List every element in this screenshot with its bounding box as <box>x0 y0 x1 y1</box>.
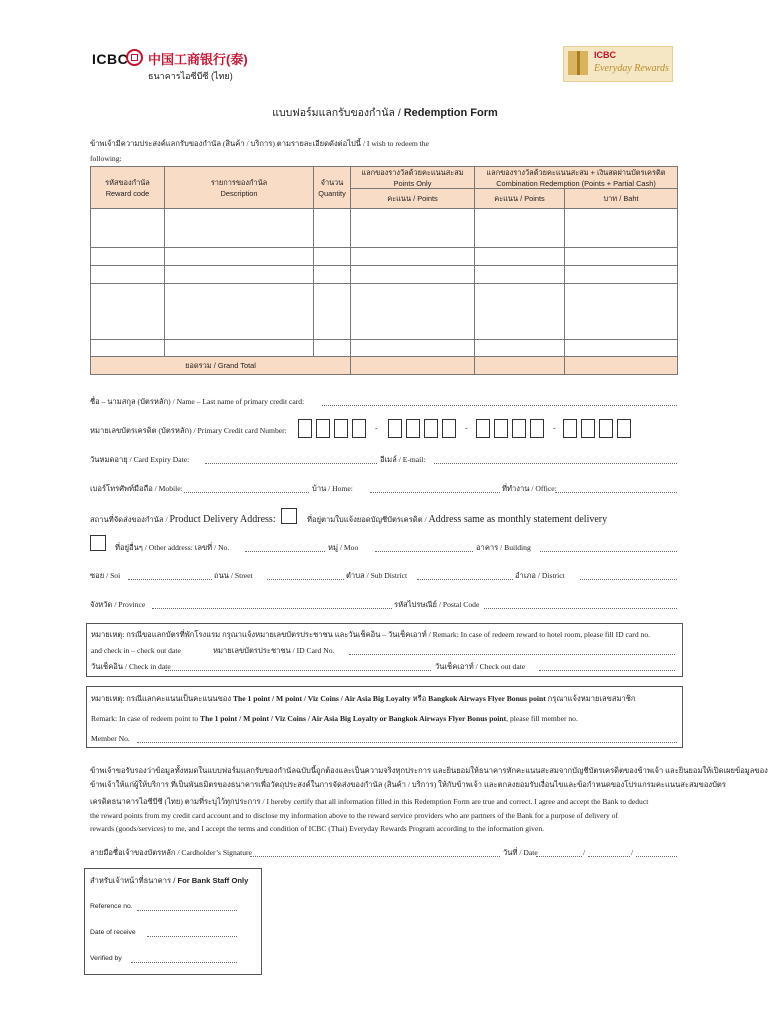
cell-reward-code[interactable] <box>91 248 165 266</box>
header-points-only-en: Points Only <box>393 179 432 188</box>
header-description-en: Description <box>220 189 258 198</box>
home-label: บ้าน / Home: <box>312 484 353 493</box>
bank-staff-box <box>84 868 262 975</box>
email-label: อีเมล์ / E-mail: <box>380 455 426 464</box>
card-digit-box[interactable] <box>406 419 420 438</box>
card-digit-box[interactable] <box>298 419 312 438</box>
name-label: ชื่อ – นามสกุล (บัตรหลัก) / Name – Last name of primary credit card: <box>90 397 305 406</box>
cell-reward-code[interactable] <box>91 284 165 340</box>
points-remark-line-1 <box>91 694 636 703</box>
member-no-label: Member No. <box>91 734 130 743</box>
card-digit-box[interactable] <box>316 419 330 438</box>
email-field[interactable] <box>434 463 677 464</box>
staff-title-en: For Bank Staff Only <box>177 876 249 885</box>
cell-combo-points[interactable] <box>475 209 565 248</box>
card-digit-box[interactable] <box>563 419 577 438</box>
reference-field[interactable] <box>137 910 237 911</box>
name-field[interactable] <box>322 405 677 406</box>
grand-total-points[interactable] <box>351 357 475 375</box>
district-field[interactable] <box>580 579 677 580</box>
header-description-th: รายการของกำนัล <box>210 178 268 187</box>
points-remark-or: หรือ <box>412 694 427 703</box>
check-in-field[interactable] <box>165 670 431 671</box>
sub-district-field[interactable] <box>417 579 513 580</box>
header-quantity <box>314 167 351 209</box>
check-out-field[interactable] <box>539 670 675 671</box>
date-label: วันที่ / Date <box>503 848 538 857</box>
cell-combo-baht[interactable] <box>565 266 678 284</box>
certify-line-4: the reward points from my credit card account and to disclose my information above to the reward service providers who are partners of the Bank for a purpose of delivery of <box>90 811 619 820</box>
delivery-label-th: สถานที่จัดส่งของกำนัล / <box>90 515 168 524</box>
table-row <box>91 284 678 340</box>
same-address-checkbox[interactable] <box>281 508 297 524</box>
verified-field[interactable] <box>131 962 237 963</box>
house-no-field[interactable] <box>245 551 325 552</box>
card-digit-box[interactable] <box>476 419 490 438</box>
header-reward-code-en: Reward code <box>105 189 150 198</box>
signature-label: ลายมือชื่อเจ้าของบัตรหลัก / Cardholder’s Signature <box>90 848 252 857</box>
cell-quantity[interactable] <box>314 284 351 340</box>
certify-line-5: rewards (goods/services) to me, and I accept the terms and condition of ICBC (Thai) Everyday Rewards Program according to the information given. <box>90 824 545 833</box>
check-out-label-th: วันเช็คเอาท์ / <box>435 662 478 671</box>
hotel-remark-en: Remark: In case of redeem reward to hotel room, please fill ID card no. <box>432 630 651 639</box>
header-combo-points: คะแนน / Points <box>475 189 565 209</box>
cell-points[interactable] <box>351 209 475 248</box>
card-number-boxes <box>298 419 578 439</box>
date-receive-label: Date of receive <box>90 929 136 936</box>
cell-quantity[interactable] <box>314 248 351 266</box>
date-slash: / <box>583 848 586 857</box>
postal-label: รหัสไปรษณีย์ / Postal Code <box>394 600 480 609</box>
check-in-label: วันเช็คอิน / Check in date <box>91 662 171 671</box>
card-digit-box[interactable] <box>512 419 526 438</box>
header-combination-en: Combination Redemption (Points + Partial Cash) <box>496 179 656 188</box>
same-address-label-en: Address same as monthly statement delivery <box>428 514 608 525</box>
page-title <box>0 104 770 121</box>
card-number-label: หมายเลขบัตรเครดิต (บัตรหลัก) / Primary Credit card Number: <box>90 426 287 435</box>
card-digit-box[interactable] <box>599 419 613 438</box>
soi-field[interactable] <box>128 579 212 580</box>
staff-title-th: สำหรับเจ้าหน้าที่ธนาคาร / <box>90 876 176 885</box>
certify-line-1: ข้าพเจ้าขอรับรองว่าข้อมูลทั้งหมดในแบบฟอร์มแลกรับของกำนัลฉบับนี้ถูกต้องและเป็นความจริงทุกประการ และยินยอมให้ธนาคารหักคะแนนสะสมจากบัญชีบัตรเครดิตของข้าพเจ้า และยินยอมให้เปิดเผยข้อมูลของ <box>90 766 768 775</box>
card-digit-box[interactable] <box>617 419 631 438</box>
points-remark-box <box>86 686 683 748</box>
gift-icon <box>568 51 588 75</box>
cell-combo-points[interactable] <box>475 248 565 266</box>
id-card-label: หมายเลขบัตรประชาชน / ID Card No. <box>213 646 335 655</box>
header-reward-code <box>91 167 165 209</box>
hotel-checkin-text: and check in – check out date <box>91 646 181 655</box>
card-number-boxes-last <box>563 419 639 439</box>
cell-points[interactable] <box>351 340 475 357</box>
hotel-remark-th: หมายเหตุ: กรณีขอแลกบัตรที่พักโรงแรม กรุณาแจ้งหมายเลขบัตรประชาชน และวันเช็คอิน – วันเช็คเอาท์ / <box>91 630 431 639</box>
cell-reward-code[interactable] <box>91 340 165 357</box>
home-field[interactable] <box>370 492 500 493</box>
date-receive-field[interactable] <box>147 936 237 937</box>
header-quantity-en: Quantity <box>318 189 346 198</box>
points-remark-en-programs: The 1 point / M point / Viz Coins / Air Asia Big Loyalty or Bangkok Airways Flyer Bonus point <box>200 714 507 723</box>
intro-line-1: ข้าพเจ้ามีความประสงค์แลกรับของกำนัล (สินค้า / บริการ) ตามรายละเอียดดังต่อไปนี้ / I wish to redeem the <box>90 139 429 148</box>
card-digit-box[interactable] <box>442 419 456 438</box>
cell-description[interactable] <box>165 248 314 266</box>
date-slash: / <box>631 848 634 857</box>
building-label: อาคาร / Building <box>476 543 531 552</box>
staff-title <box>90 876 248 885</box>
points-remark-en: Remark: In case of redeem point to <box>91 714 199 723</box>
member-no-field[interactable] <box>137 742 677 743</box>
card-digit-box[interactable] <box>388 419 402 438</box>
card-digit-box[interactable] <box>530 419 544 438</box>
header-points-only-th: แลกของรางวัลด้วยคะแนนสะสม <box>361 168 464 177</box>
soi-label: ซอย / Soi <box>90 571 121 580</box>
table-row <box>91 248 678 266</box>
header-quantity-th: จำนวน <box>320 178 344 187</box>
header-points-only <box>351 167 475 189</box>
same-address-label-th: ที่อยู่ตามใบแจ้งยอดบัญชีบัตรเครดิต / <box>307 515 427 524</box>
cell-combo-baht[interactable] <box>565 209 678 248</box>
cell-combo-points[interactable] <box>475 266 565 284</box>
check-out-label <box>435 662 525 671</box>
date-month-field[interactable] <box>588 856 630 857</box>
card-digit-box[interactable] <box>581 419 595 438</box>
card-digit-box[interactable] <box>334 419 348 438</box>
other-address-label: ที่อยู่อื่นๆ / Other address: เลขที่ / No. <box>115 543 230 552</box>
rewards-brand: ICBC <box>594 50 616 60</box>
cell-description[interactable] <box>165 284 314 340</box>
grand-total-label: ยอดรวม / Grand Total <box>91 357 351 375</box>
header-points: คะแนน / Points <box>351 189 475 209</box>
cell-combo-points[interactable] <box>475 284 565 340</box>
icbc-wordmark: ICBC <box>92 51 129 67</box>
district-label: อำเภอ / District <box>515 571 565 580</box>
points-remark-tail: กรุณาแจ้งหมายเลขสมาชิก <box>547 694 636 703</box>
moo-label: หมู่ / Moo <box>328 543 359 552</box>
date-year-field[interactable] <box>636 856 677 857</box>
cell-description[interactable] <box>165 340 314 357</box>
header-combo-baht: บาท / Baht <box>565 189 678 209</box>
verified-label: Verified by <box>90 955 122 962</box>
card-separator: - <box>375 423 378 432</box>
table-row <box>91 340 678 357</box>
header-reward-code-th: รหัสของกำนัล <box>105 178 150 187</box>
cell-description[interactable] <box>165 209 314 248</box>
cell-reward-code[interactable] <box>91 266 165 284</box>
cell-points[interactable] <box>351 284 475 340</box>
everyday-rewards-logo <box>563 46 673 82</box>
icbc-seal-icon <box>126 49 143 66</box>
title-english: Redemption Form <box>403 107 498 119</box>
grand-total-combo-points[interactable] <box>475 357 565 375</box>
header-description <box>165 167 314 209</box>
expiry-field[interactable] <box>205 463 377 464</box>
street-label: ถนน / Street <box>214 571 253 580</box>
cell-reward-code[interactable] <box>91 209 165 248</box>
certify-line-3: เครดิตธนาคารไอซีบีซี (ไทย) ตามที่ระบุไว้ทุกประการ / I hereby certify that all information filled in this Redemption Form are true and correct. I agree and accept the Bank to deduct <box>90 797 649 806</box>
bank-name-chinese: 中国工商银行(泰) <box>148 52 248 67</box>
date-day-field[interactable] <box>536 856 582 857</box>
grand-total-row <box>91 357 678 375</box>
header-combination-th: แลกของรางวัลด้วยคะแนนสะสม + เงินสดผ่านบัตรเครดิต <box>486 168 666 177</box>
expiry-label: วันหมดอายุ / Card Expiry Date: <box>90 455 190 464</box>
bank-name-thai: ธนาคารไอซีบีซี (ไทย) <box>148 71 233 81</box>
title-thai: แบบฟอร์มแลกรับของกำนัล / <box>272 107 401 119</box>
hotel-remark-box <box>86 623 683 677</box>
intro-line-2: following: <box>90 154 122 163</box>
card-separator: - <box>553 423 556 432</box>
sub-district-label: ตำบล / Sub District <box>346 571 408 580</box>
cell-points[interactable] <box>351 248 475 266</box>
card-digit-box[interactable] <box>494 419 508 438</box>
points-remark-th: หมายเหตุ: กรณีแลกคะแนนเป็นคะแนนของ <box>91 694 232 703</box>
cell-quantity[interactable] <box>314 340 351 357</box>
cell-combo-baht[interactable] <box>565 284 678 340</box>
points-remark-en-tail: , please fill member no. <box>506 714 578 723</box>
reference-label: Reference no. <box>90 903 133 910</box>
building-field[interactable] <box>540 551 677 552</box>
certify-line-2: ข้าพเจ้าให้แก่ผู้ให้บริการ ที่เป็นพันธมิตรของธนาคารเพื่อวัตถุประสงค์ในการจัดส่งของกำนัล (สินค้า / บริการ) ให้กับข้าพเจ้า และตกลงยอมรับเงื่อนไขและข้อกำหนดของโปรแกรมคะแนนสะสมของบัตร <box>90 780 726 789</box>
cell-combo-baht[interactable] <box>565 248 678 266</box>
same-address-label <box>307 514 607 526</box>
cell-description[interactable] <box>165 266 314 284</box>
points-remark-programs: The 1 point / M point / Viz Coins / Air Asia Big Loyalty <box>232 694 411 703</box>
province-field[interactable] <box>152 608 392 609</box>
delivery-label <box>90 514 276 526</box>
rewards-program-name: Everyday Rewards <box>594 63 669 74</box>
card-digit-box[interactable] <box>352 419 366 438</box>
cell-combo-baht[interactable] <box>565 340 678 357</box>
cell-points[interactable] <box>351 266 475 284</box>
street-field[interactable] <box>267 579 344 580</box>
province-label: จังหวัด / Province <box>90 600 146 609</box>
cell-combo-points[interactable] <box>475 340 565 357</box>
signature-field[interactable] <box>250 856 500 857</box>
table-row <box>91 209 678 248</box>
reward-table <box>90 166 678 375</box>
card-separator: - <box>465 423 468 432</box>
points-remark-line-2 <box>91 714 578 723</box>
hotel-remark-line-1 <box>91 630 650 639</box>
cell-quantity[interactable] <box>314 209 351 248</box>
header-combination <box>475 167 678 189</box>
other-address-checkbox[interactable] <box>90 535 106 551</box>
icbc-logo <box>92 47 262 87</box>
postal-field[interactable] <box>484 608 677 609</box>
mobile-field[interactable] <box>184 492 309 493</box>
points-remark-airways: Bangkok Airways Flyer Bonus point <box>428 694 546 703</box>
card-digit-box[interactable] <box>424 419 438 438</box>
moo-field[interactable] <box>375 551 473 552</box>
cell-quantity[interactable] <box>314 266 351 284</box>
table-row <box>91 266 678 284</box>
office-field[interactable] <box>555 492 677 493</box>
id-card-field[interactable] <box>349 654 675 655</box>
mobile-label: เบอร์โทรศัพท์มือถือ / Mobile: <box>90 484 183 493</box>
grand-total-combo-baht[interactable] <box>565 357 678 375</box>
office-label: ที่ทำงาน / Office: <box>502 484 557 493</box>
check-out-label-en: Check out date <box>479 662 526 671</box>
delivery-label-en: Product Delivery Address: <box>169 514 276 525</box>
